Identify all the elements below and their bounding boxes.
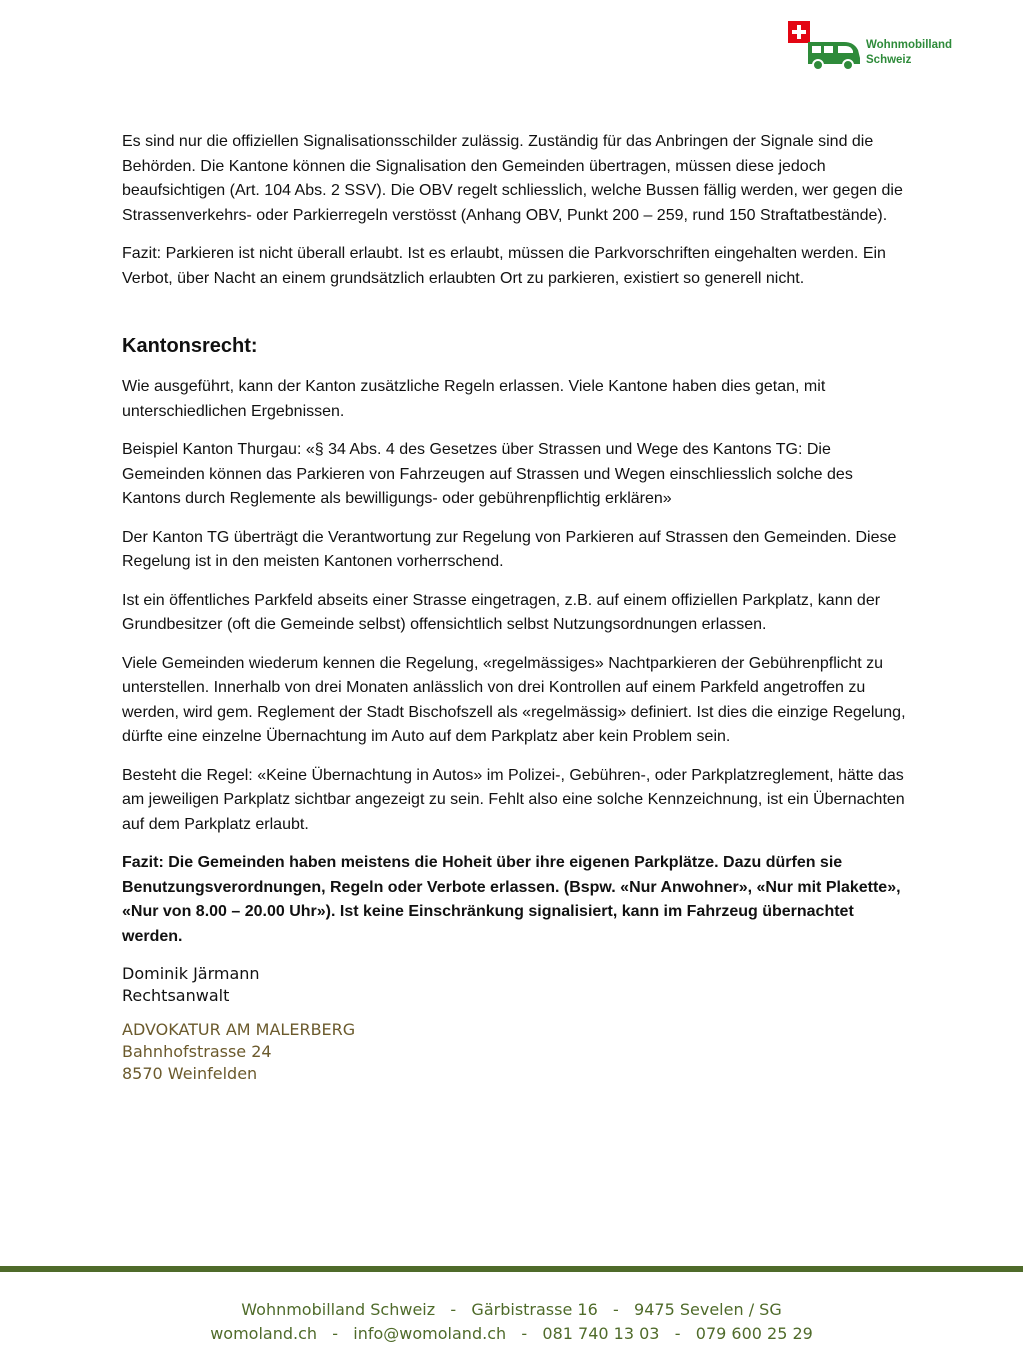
paragraph: Besteht die Regel: «Keine Übernachtung in Autos» im Polizei-, Gebühren-, oder Parkplatzreglement, hätte das am jeweiligen Parkplatz sichtbar angezeigt zu sein. Fehlt also eine solche Kennzeichnung, ist ein Übernachten auf dem Parkplatz erlaubt.	[122, 766, 905, 833]
swiss-camper-icon	[788, 18, 864, 76]
footer-contact: womoland.ch - info@womoland.ch - 081 740 13 03 - 079 600 25 29	[210, 1324, 813, 1343]
brand-name-line1: Wohnmobilland	[866, 39, 953, 51]
paragraph: Es sind nur die offiziellen Signalisationsschilder zulässig. Zuständig für das Anbringen der Signale sind die Behörden. Die Kantone können die Signalisation den Gemeinden übertragen, müssen diese jedoch beaufsichtigen (Art. 104 Abs. 2 SSV). Die OBV regelt schliesslich, welche Bussen fällig werden, wer gegen die Strassenverkehrs- oder Parkierregeln verstösst (Anhang OBV, Punkt 200 – 259, rund 150 Straftatbestände).	[122, 133, 903, 224]
firm-street: Bahnhofstrasse 24	[122, 1042, 272, 1061]
paragraph: Ist ein öffentliches Parkfeld abseits einer Strasse eingetragen, z.B. auf einem offiziellen Parkplatz, kann der Grundbesitzer (oft die Gemeinde selbst) offensichtlich selbst Nutzungsordnungen erlassen.	[122, 591, 881, 633]
paragraph: Wie ausgeführt, kann der Kanton zusätzliche Regeln erlassen. Viele Kantone haben dies getan, mit unterschiedlichen Ergebnissen.	[122, 378, 826, 420]
brand-logo	[788, 18, 988, 78]
signature-name: Dominik Järmann	[122, 964, 260, 983]
section-heading: Kantonsrecht:	[122, 335, 258, 357]
firm-block	[122, 1019, 912, 1085]
signature-title: Rechtsanwalt	[122, 986, 230, 1005]
brand-name	[866, 38, 952, 68]
footer-address: Wohnmobilland Schweiz - Gärbistrasse 16 - 9475 Sevelen / SG	[241, 1300, 782, 1319]
paragraph: Der Kanton TG überträgt die Verantwortung zur Regelung von Parkieren auf Strassen den Gemeinden. Diese Regelung ist in den meisten Kantonen vorherrschend.	[122, 528, 897, 570]
document-body	[122, 130, 912, 1085]
footer	[0, 1298, 1023, 1346]
paragraph: Beispiel Kanton Thurgau: «§ 34 Abs. 4 des Gesetzes über Strassen und Wege des Kantons TG: Die Gemeinden können das Parkieren von Fahrzeugen auf Strassen und Wegen einschliesslich solche des Kantons durch Reglemente als bewilligungs- oder gebührenpflichtig erklären»	[122, 441, 853, 507]
footer-divider	[0, 1266, 1023, 1272]
paragraph: Fazit: Parkieren ist nicht überall erlaubt. Ist es erlaubt, müssen die Parkvorschriften eingehalten werden. Ein Verbot, über Nacht an einem grundsätzlich erlaubten Ort zu parkieren, existiert so generell nicht.	[122, 245, 886, 287]
conclusion-paragraph: Fazit: Die Gemeinden haben meistens die Hoheit über ihre eigenen Parkplätze. Dazu dürfen sie Benutzungsverordnungen, Regeln oder Verbote erlassen. (Bspw. «Nur Anwohner», «Nur mit Plakette», «Nur von 8.00 – 20.00 Uhr»). Ist keine Einschränkung signalisiert, kann im Fahrzeug übernachtet werden.	[122, 854, 901, 945]
firm-name: ADVOKATUR AM MALERBERG	[122, 1020, 356, 1039]
brand-name-line2: Schweiz	[866, 54, 912, 66]
firm-city: 8570 Weinfelden	[122, 1064, 258, 1083]
paragraph: Viele Gemeinden wiederum kennen die Regelung, «regelmässiges» Nachtparkieren der Gebührenpflicht zu unterstellen. Innerhalb von drei Monaten anlässlich von drei Kontrollen auf einem Parkfeld angetroffen zu werden, wird gem. Reglement der Stadt Bischofszell als «regelmässig» definiert. Ist dies die einzige Regelung, dürfte eine einzelne Übernachtung im Auto auf dem Parkplatz aber kein Problem sein.	[122, 654, 906, 745]
